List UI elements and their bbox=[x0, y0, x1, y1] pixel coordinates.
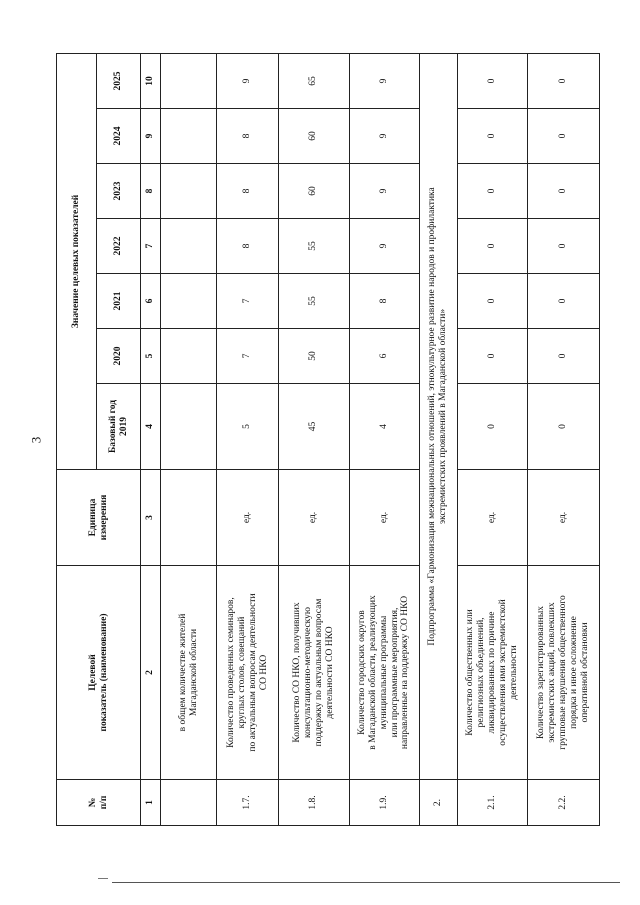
row-value: 8 bbox=[217, 109, 279, 164]
row-value: 9 bbox=[349, 53, 419, 108]
row-name: Количество городских округов в Магаданской области, реализующих муниципальные программы или программные мероприятия, направленные на поддержку СО НКО bbox=[349, 566, 419, 780]
row-unit: ед. bbox=[457, 470, 527, 566]
table-row bbox=[217, 53, 279, 825]
header-year: 2020 bbox=[97, 329, 141, 384]
row-value: 0 bbox=[457, 164, 527, 219]
column-number: 2 bbox=[141, 566, 161, 780]
row-value: 8 bbox=[349, 274, 419, 329]
header-year: 2025 bbox=[97, 53, 141, 108]
row-name: в общем количестве жителей Магаданской области bbox=[161, 566, 217, 780]
column-number: 8 bbox=[141, 164, 161, 219]
row-base: 0 bbox=[457, 384, 527, 470]
row-value: 0 bbox=[457, 274, 527, 329]
row-value: 9 bbox=[349, 109, 419, 164]
row-num: 1.9. bbox=[349, 780, 419, 826]
row-base: 45 bbox=[279, 384, 349, 470]
row-value: 0 bbox=[457, 329, 527, 384]
header-unit: Единица измерения bbox=[57, 470, 141, 566]
row-value: 55 bbox=[279, 219, 349, 274]
rotated-table-container bbox=[56, 54, 600, 826]
row-value: 0 bbox=[527, 274, 599, 329]
row-value: 65 bbox=[279, 53, 349, 108]
page-edge-mark bbox=[98, 878, 108, 879]
page-number: 3 bbox=[28, 436, 44, 444]
header-values-group: Значение целевых показателей bbox=[57, 53, 97, 469]
row-unit: ед. bbox=[279, 470, 349, 566]
table-row bbox=[279, 53, 349, 825]
column-number: 1 bbox=[141, 780, 161, 826]
row-value: 60 bbox=[279, 109, 349, 164]
header-year: 2024 bbox=[97, 109, 141, 164]
table-row bbox=[161, 53, 217, 825]
column-number: 3 bbox=[141, 470, 161, 566]
row-value bbox=[161, 109, 217, 164]
row-value: 0 bbox=[527, 53, 599, 108]
row-value: 55 bbox=[279, 274, 349, 329]
page-bottom-rule bbox=[112, 882, 620, 883]
target-indicators-table bbox=[56, 53, 600, 826]
row-value: 60 bbox=[279, 164, 349, 219]
row-value: 7 bbox=[217, 274, 279, 329]
header-year: 2023 bbox=[97, 164, 141, 219]
row-value bbox=[161, 274, 217, 329]
row-unit bbox=[161, 470, 217, 566]
row-value bbox=[161, 219, 217, 274]
row-value: 0 bbox=[457, 53, 527, 108]
header-year: 2022 bbox=[97, 219, 141, 274]
column-number: 6 bbox=[141, 274, 161, 329]
row-num: 2.2. bbox=[527, 780, 599, 826]
row-value: 0 bbox=[527, 164, 599, 219]
row-base: 0 bbox=[527, 384, 599, 470]
header-base-year: Базовый год 2019 bbox=[97, 384, 141, 470]
header-num: № п/п bbox=[57, 780, 141, 826]
row-value: 0 bbox=[527, 219, 599, 274]
row-num: 1.8. bbox=[279, 780, 349, 826]
column-number: 4 bbox=[141, 384, 161, 470]
column-numbers-row bbox=[141, 53, 161, 825]
row-value: 0 bbox=[457, 219, 527, 274]
column-number: 5 bbox=[141, 329, 161, 384]
column-number: 10 bbox=[141, 53, 161, 108]
row-value: 6 bbox=[349, 329, 419, 384]
header-row-1 bbox=[57, 53, 97, 825]
header-year: 2021 bbox=[97, 274, 141, 329]
row-base bbox=[161, 384, 217, 470]
row-name: Количество общественных или религиозных объединений, ликвидированных по причине осуществления ими экстремистской деятельности bbox=[457, 566, 527, 780]
subprogram-row bbox=[419, 53, 457, 825]
subprogram-num: 2. bbox=[419, 780, 457, 826]
row-name: Количество СО НКО, получивших консультационно-методическую поддержку по актуальным вопросам деятельности СО НКО bbox=[279, 566, 349, 780]
table-row bbox=[457, 53, 527, 825]
column-number: 9 bbox=[141, 109, 161, 164]
row-value: 0 bbox=[457, 109, 527, 164]
row-unit: ед. bbox=[217, 470, 279, 566]
row-name: Количество проведенных семинаров, круглых столов, совещаний по актуальным вопросам деятельности СО НКО bbox=[217, 566, 279, 780]
row-unit: ед. bbox=[527, 470, 599, 566]
row-value: 8 bbox=[217, 164, 279, 219]
row-value bbox=[161, 53, 217, 108]
row-value: 9 bbox=[217, 53, 279, 108]
table-row bbox=[527, 53, 599, 825]
table-row bbox=[349, 53, 419, 825]
row-value: 9 bbox=[349, 219, 419, 274]
row-value: 9 bbox=[349, 164, 419, 219]
row-value: 8 bbox=[217, 219, 279, 274]
row-unit: ед. bbox=[349, 470, 419, 566]
row-value: 7 bbox=[217, 329, 279, 384]
row-base: 5 bbox=[217, 384, 279, 470]
row-value: 0 bbox=[527, 109, 599, 164]
row-num bbox=[161, 780, 217, 826]
row-base: 4 bbox=[349, 384, 419, 470]
row-value bbox=[161, 329, 217, 384]
row-value bbox=[161, 164, 217, 219]
row-num: 2.1. bbox=[457, 780, 527, 826]
row-num: 1.7. bbox=[217, 780, 279, 826]
subprogram-title: Подпрограмма «Гармонизация межнациональных отношений, этнокультурное развитие народов и профилактика экстремистских проявлений в Магаданской области» bbox=[419, 53, 457, 779]
row-value: 50 bbox=[279, 329, 349, 384]
row-value: 0 bbox=[527, 329, 599, 384]
header-name: Целевой показатель (наименование) bbox=[57, 566, 141, 780]
column-number: 7 bbox=[141, 219, 161, 274]
row-name: Количество зарегистрированных экстремистских акций, повлекших групповые нарушения общественного порядка и иное осложнение оперативной обстановки bbox=[527, 566, 599, 780]
